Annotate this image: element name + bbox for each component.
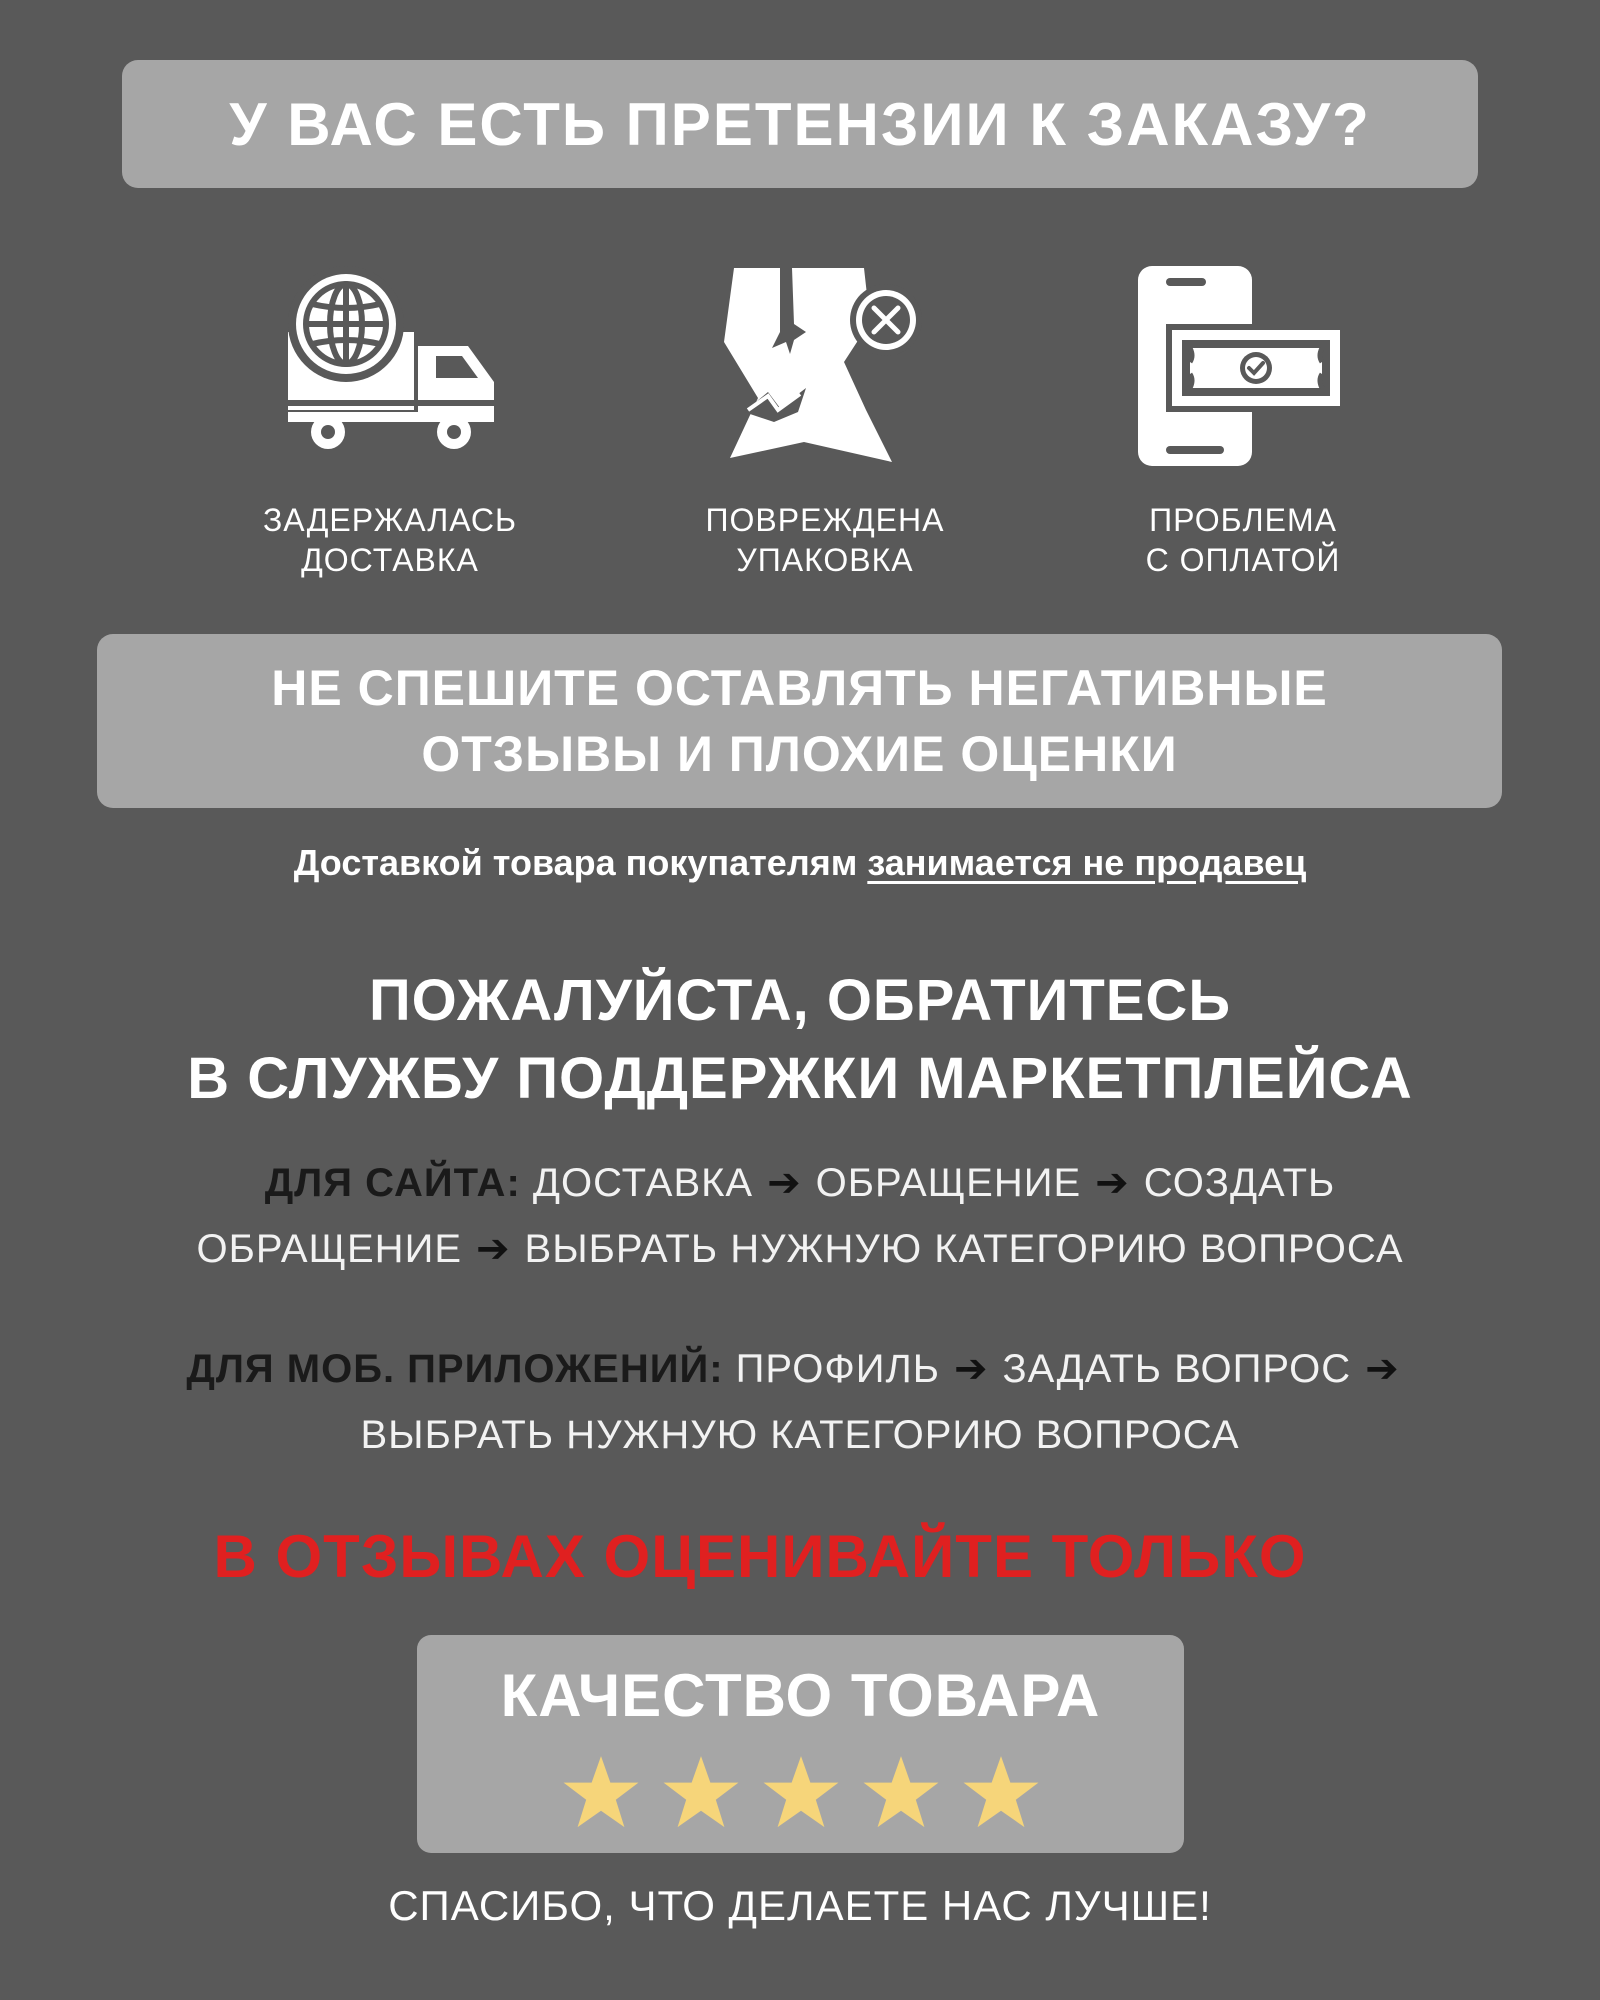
seller-note <box>0 842 1600 884</box>
star-icon <box>562 1753 640 1831</box>
support-line: В СЛУЖБУ ПОДДЕРЖКИ МАРКЕТПЛЕЙСА <box>187 1046 1413 1111</box>
damaged-box-icon <box>714 262 934 472</box>
arrow-icon: ➔ <box>1095 1161 1130 1205</box>
issue-caption-delivery <box>210 500 570 580</box>
arrow-icon: ➔ <box>476 1227 511 1271</box>
site-instructions <box>90 1150 1510 1282</box>
app-step: ПРОФИЛЬ <box>735 1347 940 1391</box>
site-step: ОБРАЩЕНИЕ <box>815 1161 1082 1205</box>
app-instructions <box>90 1336 1510 1468</box>
quality-title: КАЧЕСТВО ТОВАРА <box>500 1662 1101 1729</box>
rate-only-heading: В ОТЗЫВАХ ОЦЕНИВАЙТЕ ТОЛЬКО <box>213 1523 1307 1590</box>
arrow-icon: ➔ <box>1365 1347 1400 1391</box>
site-step: ДОСТАВКА <box>532 1161 754 1205</box>
arrow-icon: ➔ <box>954 1347 989 1391</box>
issue-caption-line: ПОВРЕЖДЕНА <box>705 502 945 538</box>
issue-caption-line: С ОПЛАТОЙ <box>1145 542 1341 578</box>
star-icon <box>862 1753 940 1831</box>
arrow-icon: ➔ <box>767 1161 802 1205</box>
issue-caption-line: ПРОБЛЕМА <box>1149 502 1337 538</box>
issue-caption-line: ЗАДЕРЖАЛАСЬ <box>262 502 518 538</box>
warning-line: ОТЗЫВЫ И ПЛОХИЕ ОЦЕНКИ <box>421 726 1178 782</box>
seller-note-underlined: занимается не продавец <box>867 842 1307 883</box>
site-step: ОБРАЩЕНИЕ <box>196 1227 462 1271</box>
rating-stars <box>417 1753 1184 1831</box>
phone-payment-icon <box>1130 262 1350 472</box>
issue-caption-line: ДОСТАВКА <box>301 542 479 578</box>
support-line: ПОЖАЛУЙСТА, ОБРАТИТЕСЬ <box>368 968 1232 1033</box>
header-banner <box>122 60 1478 188</box>
thanks-message: СПАСИБО, ЧТО ДЕЛАЕТЕ НАС ЛУЧШЕ! <box>388 1882 1212 1929</box>
star-icon <box>962 1753 1040 1831</box>
delivery-truck-globe-icon <box>280 262 500 472</box>
page-title: У ВАС ЕСТЬ ПРЕТЕНЗИИ К ЗАКАЗУ? <box>229 90 1371 158</box>
site-step: СОЗДАТЬ <box>1143 1161 1336 1205</box>
warning-banner <box>97 634 1502 808</box>
app-step: ЗАДАТЬ ВОПРОС <box>1002 1347 1352 1391</box>
quality-box <box>417 1635 1184 1853</box>
warning-line: НЕ СПЕШИТЕ ОСТАВЛЯТЬ НЕГАТИВНЫЕ <box>271 660 1328 716</box>
app-lead: ДЛЯ МОБ. ПРИЛОЖЕНИЙ: <box>186 1347 724 1391</box>
seller-note-prefix: Доставкой товара покупателям <box>293 842 868 883</box>
support-heading <box>0 962 1600 1118</box>
star-icon <box>762 1753 840 1831</box>
issue-caption-line: УПАКОВКА <box>736 542 914 578</box>
issue-caption-package <box>645 500 1005 580</box>
site-step: ВЫБРАТЬ НУЖНУЮ КАТЕГОРИЮ ВОПРОСА <box>524 1227 1404 1271</box>
star-icon <box>662 1753 740 1831</box>
app-step: ВЫБРАТЬ НУЖНУЮ КАТЕГОРИЮ ВОПРОСА <box>360 1413 1240 1457</box>
site-lead: ДЛЯ САЙТА: <box>264 1161 521 1205</box>
issue-caption-payment <box>1063 500 1423 580</box>
